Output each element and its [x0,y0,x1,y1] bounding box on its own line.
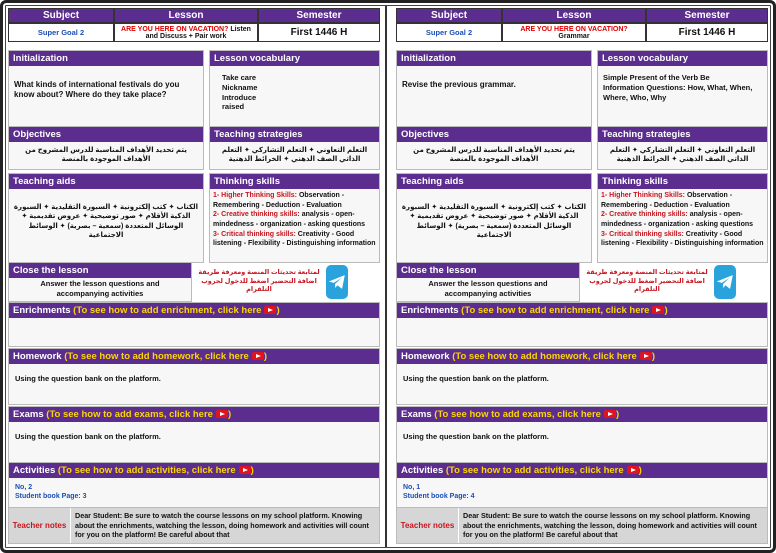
exams-title: Exams (To see how to add exams, click here ) [397,407,767,422]
semester-header: Semester [258,8,380,23]
youtube-icon[interactable] [239,466,251,474]
enrichments-link[interactable]: (To see how to add enrichment, click here [458,305,650,316]
youtube-icon[interactable] [252,352,264,360]
subject-value: Super Goal 2 [396,23,502,42]
youtube-icon[interactable] [640,352,652,360]
critical-thinking-label: 3- Critical thinking skills: [601,230,684,238]
strategies-text: التعلم التعاوني ✦ التعلم التشاركي ✦ التعلم الذاتي الصف الذهني ✦ الخرائط الذهنية [221,147,368,164]
critical-thinking-text: Creativity - Good listening - Flexibility - Distinguishing information [213,230,376,248]
lesson-plan-page-1 [8,8,380,544]
enrichments-section [8,302,380,347]
activities-page: Student book Page: 4 [403,493,475,501]
exams-link[interactable]: (To see how to add exams, click here [43,409,213,420]
lesson-header [8,8,380,42]
teacher-notes-label: Teacher notes [9,508,71,543]
teacher-notes-section [396,507,768,544]
exams-title: Exams (To see how to add exams, click here ) [9,407,379,422]
activities-label: Activities [401,465,444,476]
initialization-title: Initialization [397,51,591,66]
homework-link[interactable]: (To see how to add homework, click here [61,351,249,362]
objectives-title: Objectives [9,127,203,142]
youtube-icon[interactable] [652,306,664,314]
initialization-section [8,50,204,127]
exams-section [8,406,380,463]
vocabulary-list [598,66,767,105]
lesson-type: Grammar [558,32,590,40]
aids-text: الكتاب ✦ كتب إلكترونية ✦ السبورة التقليدية ✦ السبورة الذكية الأقلام ✦ صور توضيحية ✦ عروض تقديمية ✦ الوسائل المتعددة (سمعية – بصرية) ✦ الوسائط الاجتماعية [13,204,199,240]
close-lesson-section [8,262,192,302]
lesson-title: ARE YOU HERE ON VACATION? [520,25,628,33]
homework-text: Using the question bank on the platform. [403,374,549,383]
vocabulary-section [209,50,380,127]
lesson-header [396,8,768,42]
higher-thinking-text: Observation - Remembering - Deduction - Evaluation [601,192,733,209]
exams-text: Using the question bank on the platform. [15,432,161,441]
enrichments-link[interactable]: (To see how to add enrichment, click here [70,305,262,316]
activities-link[interactable]: (To see how to add activities, click here [55,465,236,476]
vocabulary-item: Information Questions: How, What, When, Where, Who, Why [603,82,753,102]
creative-thinking-text: analysis - open-mindedness - organization - asking questions [601,211,754,228]
youtube-icon[interactable] [627,466,639,474]
homework-section [396,348,768,405]
teacher-notes-label: Teacher notes [397,508,459,543]
enrichments-label: Enrichments [401,305,459,316]
activities-number: No, 2 [15,484,33,491]
semester-header: Semester [646,8,768,23]
initialization-text: What kinds of international festivals do you know about? Where do they take place? [14,80,180,100]
enrichments-section [396,302,768,347]
thinking-section [209,173,380,263]
activities-title: Activities (To see how to add activities, click here ) [9,463,379,478]
exams-text: Using the question bank on the platform. [403,432,549,441]
semester-value: First 1446 H [258,23,380,42]
aids-title: Teaching aids [9,174,203,189]
vocabulary-item: Introduce [222,92,257,102]
vocabulary-list [210,66,379,115]
vocabulary-title: Lesson vocabulary [598,51,767,66]
telegram-icon[interactable] [326,265,348,299]
enrichments-title: Enrichments (To see how to add enrichment, click here ) [397,303,767,318]
strategies-text: التعلم التعاوني ✦ التعلم التشاركي ✦ التعلم الذاتي الصف الذهني ✦ الخرائط الذهنية [609,147,756,164]
aids-section [8,173,204,263]
close-lesson-text: Answer the lesson questions and accompanying activities [428,279,548,298]
homework-title: Homework (To see how to add homework, click here ) [397,349,767,364]
thinking-list [210,189,379,251]
activities-label: Activities [13,465,56,476]
activities-page: Student book Page: 3 [15,493,87,501]
homework-text: Using the question bank on the platform. [15,374,161,383]
objectives-section [8,126,204,170]
critical-thinking-label: 3- Critical thinking skills: [213,230,296,238]
strategies-section [597,126,768,170]
telegram-text: لمتابعة تحديثات المنصة ومعرفة طريقة اضافة التحضير اضغط للدخول لجروب التلقرام [198,268,320,294]
telegram-link[interactable] [198,262,348,302]
homework-link[interactable]: (To see how to add homework, click here [449,351,637,362]
homework-label: Homework [401,351,450,362]
telegram-text: لمتابعة تحديثات المنصة ومعرفة طريقة اضافة التحضير اضغط للدخول لجروب التلقرام [586,268,708,294]
vocabulary-item: raised [222,102,245,112]
creative-thinking-label: 2- Creative thinking skills: [213,211,300,219]
thinking-title: Thinking skills [598,174,767,189]
objectives-text: يتم تحديد الأهداف المناسبة للدرس المشروح من الأهداف الموجودة بالمنصة [25,147,187,164]
initialization-title: Initialization [9,51,203,66]
objectives-title: Objectives [397,127,591,142]
thinking-title: Thinking skills [210,174,379,189]
creative-thinking-label: 2- Creative thinking skills: [601,211,688,219]
vocabulary-title: Lesson vocabulary [210,51,379,66]
higher-thinking-label: 1- Higher Thinking Skills: [601,192,686,199]
lesson-plan-page-2 [396,8,768,544]
close-lesson-section [396,262,580,302]
creative-thinking-text: analysis - open-mindedness - organization - asking questions [213,211,366,228]
exams-label: Exams [13,409,44,420]
vocabulary-item: Take care [222,73,257,82]
activities-title: Activities (To see how to add activities, click here ) [397,463,767,478]
semester-value: First 1446 H [646,23,768,42]
strategies-title: Teaching strategies [210,127,379,142]
aids-section [396,173,592,263]
initialization-text: Revise the previous grammar. [402,80,516,89]
activities-number: No, 1 [403,484,421,491]
youtube-icon[interactable] [604,410,616,418]
vocabulary-item: Simple Present of the Verb Be [603,73,710,82]
subject-header: Subject [8,8,114,23]
lesson-header-label: Lesson [502,8,646,23]
homework-section [8,348,380,405]
subject-value: Super Goal 2 [8,23,114,42]
youtube-icon[interactable] [216,410,228,418]
strategies-section [209,126,380,170]
teacher-notes-text: Dear Student: Be sure to watch the course lessons on my school platform. Knowing about the enrichments, watching the lesson, doing homework and activities will count for you on the platform! Be careful about that [463,511,757,540]
exams-link[interactable]: (To see how to add exams, click here [431,409,601,420]
higher-thinking-text: Observation - Remembering - Deduction - Evaluation [213,192,345,209]
initialization-section [396,50,592,127]
critical-thinking-text: Creativity - Good listening - Flexibility - Distinguishing information [601,230,764,248]
enrichments-label: Enrichments [13,305,71,316]
lesson-value [114,23,258,42]
page-divider [385,6,387,547]
objectives-text: يتم تحديد الأهداف المناسبة للدرس المشروح من الأهداف الموجودة بالمنصة [413,147,575,164]
homework-title: Homework (To see how to add homework, click here ) [9,349,379,364]
activities-section [8,462,380,510]
objectives-section [396,126,592,170]
lesson-value [502,23,646,42]
exams-section [396,406,768,463]
subject-header: Subject [396,8,502,23]
lesson-type: Listen and Discuss + Pair work [145,25,251,40]
teacher-notes-section [8,507,380,544]
enrichments-title: Enrichments (To see how to add enrichment, click here ) [9,303,379,318]
lesson-header-label: Lesson [114,8,258,23]
lesson-title: ARE YOU HERE ON VACATION? [121,25,229,33]
telegram-link[interactable] [586,262,736,302]
close-lesson-text: Answer the lesson questions and accompanying activities [40,279,160,298]
strategies-title: Teaching strategies [598,127,767,142]
close-lesson-title: Close the lesson [9,263,191,278]
activities-section [396,462,768,510]
teacher-notes-text: Dear Student: Be sure to watch the course lessons on my school platform. Knowing about the enrichments, watching the lesson, doing homework and activities will count for you on the platform! Be careful about that [75,511,369,540]
homework-label: Homework [13,351,62,362]
higher-thinking-label: 1- Higher Thinking Skills: [213,192,298,199]
activities-link[interactable]: (To see how to add activities, click here [443,465,624,476]
youtube-icon[interactable] [264,306,276,314]
vocabulary-item: Nickname [222,82,258,92]
vocabulary-section [597,50,768,127]
exams-label: Exams [401,409,432,420]
close-lesson-title: Close the lesson [397,263,579,278]
thinking-list [598,189,767,251]
thinking-section [597,173,768,263]
telegram-icon[interactable] [714,265,736,299]
aids-title: Teaching aids [397,174,591,189]
aids-text: الكتاب ✦ كتب إلكترونية ✦ السبورة التقليدية ✦ السبورة الذكية الأقلام ✦ صور توضيحية ✦ عروض تقديمية ✦ الوسائل المتعددة (سمعية – بصرية) ✦ الوسائط الاجتماعية [401,204,587,240]
